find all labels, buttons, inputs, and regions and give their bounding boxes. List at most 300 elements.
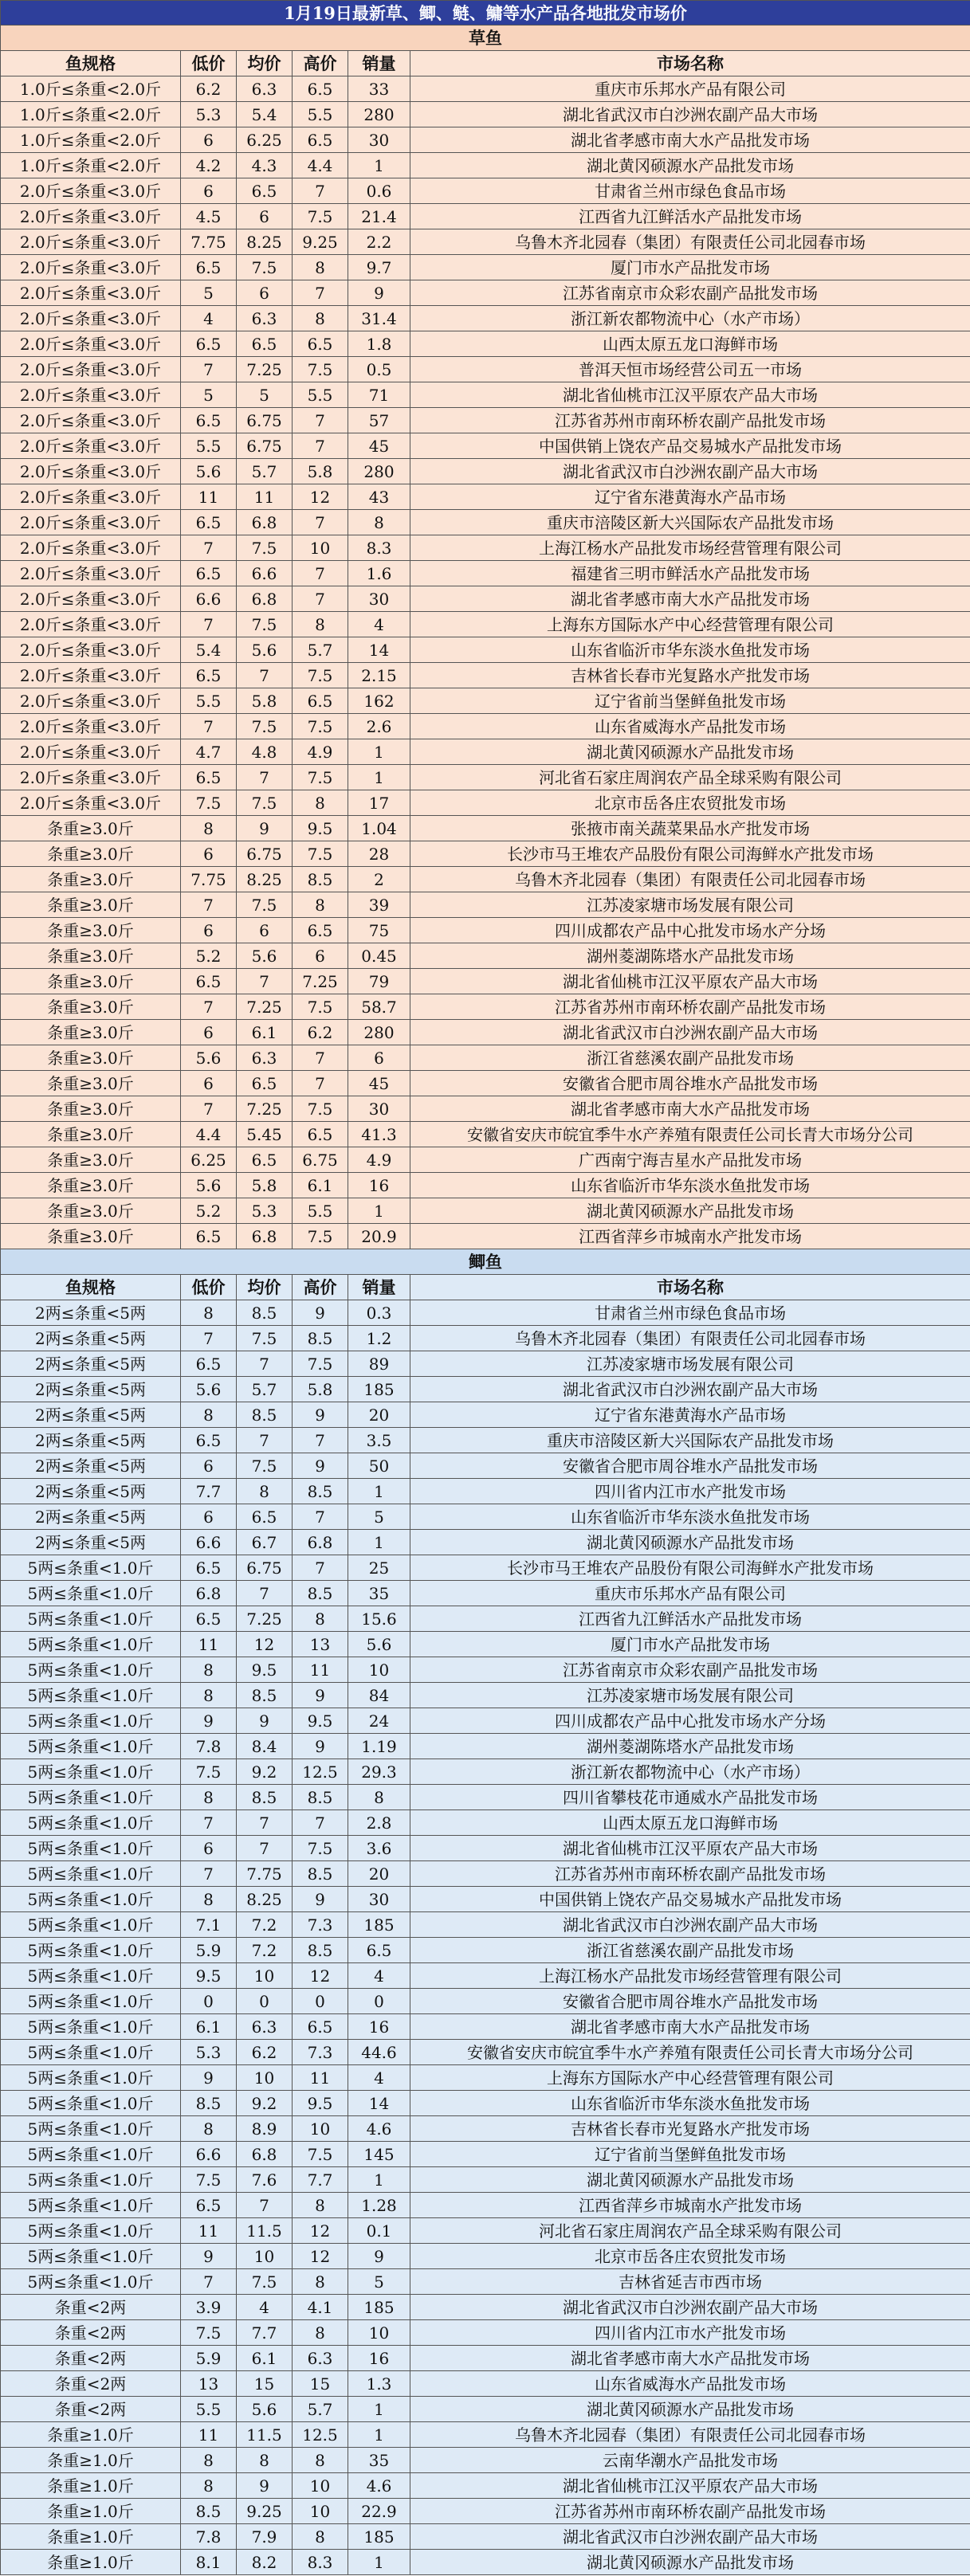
volume-cell: 280 bbox=[348, 459, 410, 484]
fish-spec-cell: 2.0斤≤条重<3.0斤 bbox=[1, 561, 181, 586]
low-price-cell: 7.8 bbox=[181, 2524, 237, 2550]
high-price-cell: 8 bbox=[293, 790, 348, 816]
table-row bbox=[1, 1989, 970, 2014]
low-price-cell: 6.5 bbox=[181, 1351, 237, 1377]
fish-spec-cell: 2.0斤≤条重<3.0斤 bbox=[1, 484, 181, 510]
market-name-cell: 重庆市涪陵区新大兴国际农产品批发市场 bbox=[410, 510, 970, 535]
high-price-cell: 12 bbox=[293, 484, 348, 510]
volume-cell: 0 bbox=[348, 1989, 410, 2014]
high-price-cell: 6.5 bbox=[293, 688, 348, 714]
table-row bbox=[1, 637, 970, 663]
high-price-cell: 7 bbox=[293, 586, 348, 612]
fish-spec-cell: 5两≤条重<1.0斤 bbox=[1, 1581, 181, 1606]
low-price-cell: 6.5 bbox=[181, 561, 237, 586]
market-name-cell: 江苏省南京市众彩农副产品批发市场 bbox=[410, 1657, 970, 1683]
high-price-cell: 10 bbox=[293, 2499, 348, 2524]
volume-cell: 43 bbox=[348, 484, 410, 510]
fish-spec-cell: 2.0斤≤条重<3.0斤 bbox=[1, 535, 181, 561]
header-avg-price: 均价 bbox=[237, 51, 293, 76]
high-price-cell: 13 bbox=[293, 1632, 348, 1657]
high-price-cell: 8 bbox=[293, 892, 348, 918]
high-price-cell: 7.5 bbox=[293, 765, 348, 790]
market-name-cell: 四川省内江市水产批发市场 bbox=[410, 1479, 970, 1504]
table-row bbox=[1, 1887, 970, 1912]
low-price-cell: 5.6 bbox=[181, 1045, 237, 1071]
high-price-cell: 6.5 bbox=[293, 331, 348, 357]
low-price-cell: 7 bbox=[181, 994, 237, 1020]
table-row bbox=[1, 739, 970, 765]
high-price-cell: 7 bbox=[293, 561, 348, 586]
low-price-cell: 6 bbox=[181, 178, 237, 204]
low-price-cell: 6.5 bbox=[181, 408, 237, 433]
avg-price-cell: 7.5 bbox=[237, 535, 293, 561]
low-price-cell: 6 bbox=[181, 1071, 237, 1096]
market-name-cell: 湖州菱湖陈塔水产品批发市场 bbox=[410, 1734, 970, 1759]
market-name-cell: 湖北省武汉市白沙洲农副产品大市场 bbox=[410, 2295, 970, 2320]
market-name-cell: 浙江新农都物流中心（水产市场） bbox=[410, 1759, 970, 1785]
volume-cell: 16 bbox=[348, 2346, 410, 2371]
low-price-cell: 5.6 bbox=[181, 1377, 237, 1402]
high-price-cell: 5.5 bbox=[293, 382, 348, 408]
table-row bbox=[1, 943, 970, 969]
section-title-row bbox=[1, 1249, 970, 1275]
table-row bbox=[1, 1326, 970, 1351]
avg-price-cell: 5.7 bbox=[237, 1377, 293, 1402]
volume-cell: 1.2 bbox=[348, 1326, 410, 1351]
volume-cell: 1.19 bbox=[348, 1734, 410, 1759]
avg-price-cell: 6.3 bbox=[237, 76, 293, 102]
fish-spec-cell: 5两≤条重<1.0斤 bbox=[1, 2244, 181, 2269]
fish-spec-cell: 5两≤条重<1.0斤 bbox=[1, 1657, 181, 1683]
volume-cell: 10 bbox=[348, 1657, 410, 1683]
low-price-cell: 6 bbox=[181, 1504, 237, 1530]
market-name-cell: 上海江杨水产品批发市场经营管理有限公司 bbox=[410, 535, 970, 561]
table-row bbox=[1, 1581, 970, 1606]
high-price-cell: 8.5 bbox=[293, 1785, 348, 1810]
low-price-cell: 9 bbox=[181, 2244, 237, 2269]
market-name-cell: 普洱天恒市场经营公司五一市场 bbox=[410, 357, 970, 382]
table-row bbox=[1, 1708, 970, 1734]
market-name-cell: 辽宁省前当堡鲜鱼批发市场 bbox=[410, 688, 970, 714]
fish-spec-cell: 条重≥3.0斤 bbox=[1, 841, 181, 867]
table-row bbox=[1, 2167, 970, 2193]
volume-cell: 1.8 bbox=[348, 331, 410, 357]
low-price-cell: 6.25 bbox=[181, 1147, 237, 1173]
fish-spec-cell: 条重<2两 bbox=[1, 2320, 181, 2346]
volume-cell: 22.9 bbox=[348, 2499, 410, 2524]
header-avg-price: 均价 bbox=[237, 1275, 293, 1300]
low-price-cell: 5.5 bbox=[181, 2397, 237, 2422]
fish-spec-cell: 2两≤条重<5两 bbox=[1, 1504, 181, 1530]
table-row bbox=[1, 1555, 970, 1581]
low-price-cell: 8.5 bbox=[181, 2091, 237, 2116]
avg-price-cell: 6.5 bbox=[237, 178, 293, 204]
avg-price-cell: 9.2 bbox=[237, 2091, 293, 2116]
volume-cell: 5.6 bbox=[348, 1632, 410, 1657]
low-price-cell: 5.2 bbox=[181, 943, 237, 969]
fish-spec-cell: 5两≤条重<1.0斤 bbox=[1, 1632, 181, 1657]
high-price-cell: 8 bbox=[293, 306, 348, 331]
table-row bbox=[1, 2473, 970, 2499]
table-row bbox=[1, 561, 970, 586]
low-price-cell: 7 bbox=[181, 1096, 237, 1122]
avg-price-cell: 7.7 bbox=[237, 2320, 293, 2346]
high-price-cell: 12 bbox=[293, 2218, 348, 2244]
fish-spec-cell: 条重≥3.0斤 bbox=[1, 1198, 181, 1224]
fish-spec-cell: 5两≤条重<1.0斤 bbox=[1, 2142, 181, 2167]
volume-cell: 89 bbox=[348, 1351, 410, 1377]
table-row bbox=[1, 1504, 970, 1530]
table-row bbox=[1, 2269, 970, 2295]
volume-cell: 3.5 bbox=[348, 1428, 410, 1453]
low-price-cell: 5.3 bbox=[181, 2040, 237, 2065]
avg-price-cell: 5.3 bbox=[237, 1198, 293, 1224]
avg-price-cell: 10 bbox=[237, 2244, 293, 2269]
high-price-cell: 12.5 bbox=[293, 2422, 348, 2448]
volume-cell: 20 bbox=[348, 1861, 410, 1887]
low-price-cell: 7.5 bbox=[181, 2167, 237, 2193]
volume-cell: 4.6 bbox=[348, 2473, 410, 2499]
market-name-cell: 湖北省武汉市白沙洲农副产品大市场 bbox=[410, 459, 970, 484]
market-name-cell: 湖北黄冈硕源水产品批发市场 bbox=[410, 1198, 970, 1224]
low-price-cell: 6.5 bbox=[181, 765, 237, 790]
table-row bbox=[1, 2218, 970, 2244]
section-title-row bbox=[1, 25, 970, 51]
high-price-cell: 8.5 bbox=[293, 867, 348, 892]
avg-price-cell: 6.8 bbox=[237, 1224, 293, 1249]
avg-price-cell: 15 bbox=[237, 2371, 293, 2397]
fish-spec-cell: 2.0斤≤条重<3.0斤 bbox=[1, 714, 181, 739]
volume-cell: 1.6 bbox=[348, 561, 410, 586]
avg-price-cell: 6 bbox=[237, 204, 293, 229]
table-row bbox=[1, 1045, 970, 1071]
low-price-cell: 5.4 bbox=[181, 637, 237, 663]
table-row bbox=[1, 1351, 970, 1377]
fish-spec-cell: 5两≤条重<1.0斤 bbox=[1, 2014, 181, 2040]
volume-cell: 4 bbox=[348, 1963, 410, 1989]
avg-price-cell: 9.25 bbox=[237, 2499, 293, 2524]
avg-price-cell: 7.5 bbox=[237, 2269, 293, 2295]
table-row bbox=[1, 663, 970, 688]
low-price-cell: 6 bbox=[181, 127, 237, 153]
high-price-cell: 7.25 bbox=[293, 969, 348, 994]
high-price-cell: 5.8 bbox=[293, 1377, 348, 1402]
table-row bbox=[1, 1479, 970, 1504]
table-row bbox=[1, 918, 970, 943]
fish-spec-cell: 条重≥3.0斤 bbox=[1, 1122, 181, 1147]
header-market-name: 市场名称 bbox=[410, 51, 970, 76]
low-price-cell: 8 bbox=[181, 1402, 237, 1428]
market-name-cell: 湖州菱湖陈塔水产品批发市场 bbox=[410, 943, 970, 969]
fish-spec-cell: 条重≥1.0斤 bbox=[1, 2524, 181, 2550]
low-price-cell: 6.6 bbox=[181, 2142, 237, 2167]
market-name-cell: 江苏凌家塘市场发展有限公司 bbox=[410, 1351, 970, 1377]
high-price-cell: 8 bbox=[293, 2193, 348, 2218]
low-price-cell: 7 bbox=[181, 1861, 237, 1887]
fish-spec-cell: 5两≤条重<1.0斤 bbox=[1, 1912, 181, 1938]
high-price-cell: 6 bbox=[293, 943, 348, 969]
avg-price-cell: 6.8 bbox=[237, 586, 293, 612]
avg-price-cell: 7.25 bbox=[237, 357, 293, 382]
market-name-cell: 中国供销上饶农产品交易城水产品批发市场 bbox=[410, 1887, 970, 1912]
volume-cell: 1 bbox=[348, 2397, 410, 2422]
volume-cell: 16 bbox=[348, 1173, 410, 1198]
market-name-cell: 乌鲁木齐北园春（集团）有限责任公司北园春市场 bbox=[410, 229, 970, 255]
market-name-cell: 北京市岳各庄农贸批发市场 bbox=[410, 790, 970, 816]
market-name-cell: 四川成都农产品中心批发市场水产分场 bbox=[410, 918, 970, 943]
table-row bbox=[1, 459, 970, 484]
volume-cell: 30 bbox=[348, 1096, 410, 1122]
low-price-cell: 0 bbox=[181, 1989, 237, 2014]
table-row bbox=[1, 612, 970, 637]
volume-cell: 35 bbox=[348, 2448, 410, 2473]
high-price-cell: 6.5 bbox=[293, 127, 348, 153]
low-price-cell: 6 bbox=[181, 841, 237, 867]
avg-price-cell: 7.5 bbox=[237, 714, 293, 739]
table-row bbox=[1, 1606, 970, 1632]
market-name-cell: 安徽省安庆市皖宜季牛水产养殖有限责任公司长青大市场分公司 bbox=[410, 1122, 970, 1147]
high-price-cell: 8 bbox=[293, 2320, 348, 2346]
page-title: 1月19日最新草、鲫、鲢、鳙等水产品各地批发市场价 bbox=[1, 1, 970, 25]
volume-cell: 4 bbox=[348, 612, 410, 637]
market-name-cell: 四川省攀枝花市通威水产品批发市场 bbox=[410, 1785, 970, 1810]
market-name-cell: 厦门市水产品批发市场 bbox=[410, 1632, 970, 1657]
avg-price-cell: 7 bbox=[237, 1351, 293, 1377]
volume-cell: 39 bbox=[348, 892, 410, 918]
high-price-cell: 8 bbox=[293, 255, 348, 280]
high-price-cell: 8 bbox=[293, 612, 348, 637]
high-price-cell: 7 bbox=[293, 1428, 348, 1453]
avg-price-cell: 7 bbox=[237, 1836, 293, 1861]
market-name-cell: 江西省萍乡市城南水产批发市场 bbox=[410, 1224, 970, 1249]
avg-price-cell: 6.5 bbox=[237, 1071, 293, 1096]
market-name-cell: 山东省临沂市华东淡水鱼批发市场 bbox=[410, 2091, 970, 2116]
table-row bbox=[1, 1071, 970, 1096]
high-price-cell: 11 bbox=[293, 2065, 348, 2091]
avg-price-cell: 6.6 bbox=[237, 561, 293, 586]
market-name-cell: 上海东方国际水产中心经营管理有限公司 bbox=[410, 2065, 970, 2091]
avg-price-cell: 7.2 bbox=[237, 1912, 293, 1938]
low-price-cell: 9 bbox=[181, 2065, 237, 2091]
avg-price-cell: 8.5 bbox=[237, 1300, 293, 1326]
volume-cell: 14 bbox=[348, 2091, 410, 2116]
volume-cell: 5 bbox=[348, 1504, 410, 1530]
low-price-cell: 5.2 bbox=[181, 1198, 237, 1224]
low-price-cell: 7.5 bbox=[181, 2320, 237, 2346]
fish-spec-cell: 条重<2两 bbox=[1, 2397, 181, 2422]
fish-spec-cell: 1.0斤≤条重<2.0斤 bbox=[1, 76, 181, 102]
avg-price-cell: 8 bbox=[237, 2448, 293, 2473]
table-row bbox=[1, 1759, 970, 1785]
market-name-cell: 河北省石家庄周润农产品全球采购有限公司 bbox=[410, 2218, 970, 2244]
fish-spec-cell: 1.0斤≤条重<2.0斤 bbox=[1, 102, 181, 127]
avg-price-cell: 6.5 bbox=[237, 1504, 293, 1530]
fish-spec-cell: 5两≤条重<1.0斤 bbox=[1, 1963, 181, 1989]
table-row bbox=[1, 969, 970, 994]
market-name-cell: 江西省九江鲜活水产品批发市场 bbox=[410, 1606, 970, 1632]
volume-cell: 45 bbox=[348, 1071, 410, 1096]
low-price-cell: 8 bbox=[181, 2116, 237, 2142]
high-price-cell: 8.5 bbox=[293, 1326, 348, 1351]
fish-spec-cell: 条重≥3.0斤 bbox=[1, 943, 181, 969]
table-row bbox=[1, 1402, 970, 1428]
high-price-cell: 9.5 bbox=[293, 816, 348, 841]
low-price-cell: 7 bbox=[181, 714, 237, 739]
high-price-cell: 5.7 bbox=[293, 2397, 348, 2422]
low-price-cell: 6.5 bbox=[181, 510, 237, 535]
fish-spec-cell: 2.0斤≤条重<3.0斤 bbox=[1, 280, 181, 306]
fish-spec-cell: 5两≤条重<1.0斤 bbox=[1, 2193, 181, 2218]
volume-cell: 17 bbox=[348, 790, 410, 816]
volume-cell: 33 bbox=[348, 76, 410, 102]
low-price-cell: 11 bbox=[181, 2422, 237, 2448]
avg-price-cell: 7.5 bbox=[237, 1453, 293, 1479]
volume-cell: 31.4 bbox=[348, 306, 410, 331]
volume-cell: 25 bbox=[348, 1555, 410, 1581]
low-price-cell: 11 bbox=[181, 2218, 237, 2244]
high-price-cell: 9 bbox=[293, 1887, 348, 1912]
volume-cell: 1 bbox=[348, 2550, 410, 2575]
volume-cell: 185 bbox=[348, 1912, 410, 1938]
table-row bbox=[1, 280, 970, 306]
table-row bbox=[1, 1530, 970, 1555]
volume-cell: 5 bbox=[348, 2269, 410, 2295]
market-name-cell: 云南华潮水产品批发市场 bbox=[410, 2448, 970, 2473]
avg-price-cell: 5.4 bbox=[237, 102, 293, 127]
volume-cell: 0.3 bbox=[348, 1300, 410, 1326]
volume-cell: 9 bbox=[348, 2244, 410, 2269]
table-row bbox=[1, 1836, 970, 1861]
avg-price-cell: 7.25 bbox=[237, 1096, 293, 1122]
volume-cell: 2.6 bbox=[348, 714, 410, 739]
high-price-cell: 6.5 bbox=[293, 2014, 348, 2040]
high-price-cell: 8.3 bbox=[293, 2550, 348, 2575]
avg-price-cell: 5.8 bbox=[237, 688, 293, 714]
high-price-cell: 6.2 bbox=[293, 1020, 348, 1045]
avg-price-cell: 8.5 bbox=[237, 1785, 293, 1810]
fish-spec-cell: 1.0斤≤条重<2.0斤 bbox=[1, 127, 181, 153]
high-price-cell: 8 bbox=[293, 2524, 348, 2550]
volume-cell: 8.3 bbox=[348, 535, 410, 561]
avg-price-cell: 5.6 bbox=[237, 943, 293, 969]
low-price-cell: 13 bbox=[181, 2371, 237, 2397]
market-name-cell: 湖北省孝感市南大水产品批发市场 bbox=[410, 586, 970, 612]
low-price-cell: 8.1 bbox=[181, 2550, 237, 2575]
market-name-cell: 厦门市水产品批发市场 bbox=[410, 255, 970, 280]
high-price-cell: 5.8 bbox=[293, 459, 348, 484]
table-row bbox=[1, 765, 970, 790]
table-row bbox=[1, 229, 970, 255]
avg-price-cell: 9 bbox=[237, 816, 293, 841]
market-name-cell: 江苏省苏州市南环桥农副产品批发市场 bbox=[410, 1861, 970, 1887]
avg-price-cell: 11.5 bbox=[237, 2422, 293, 2448]
low-price-cell: 8.5 bbox=[181, 2499, 237, 2524]
volume-cell: 0.5 bbox=[348, 357, 410, 382]
volume-cell: 2.2 bbox=[348, 229, 410, 255]
table-row bbox=[1, 2142, 970, 2167]
avg-price-cell: 5.6 bbox=[237, 637, 293, 663]
fish-spec-cell: 条重≥1.0斤 bbox=[1, 2499, 181, 2524]
high-price-cell: 6.3 bbox=[293, 2346, 348, 2371]
volume-cell: 1 bbox=[348, 2422, 410, 2448]
fish-spec-cell: 5两≤条重<1.0斤 bbox=[1, 2065, 181, 2091]
avg-price-cell: 8.2 bbox=[237, 2550, 293, 2575]
table-row bbox=[1, 357, 970, 382]
market-name-cell: 江苏省苏州市南环桥农副产品批发市场 bbox=[410, 2499, 970, 2524]
fish-spec-cell: 2两≤条重<5两 bbox=[1, 1453, 181, 1479]
fish-spec-cell: 2.0斤≤条重<3.0斤 bbox=[1, 739, 181, 765]
high-price-cell: 7.5 bbox=[293, 663, 348, 688]
volume-cell: 1 bbox=[348, 765, 410, 790]
market-name-cell: 江西省九江鲜活水产品批发市场 bbox=[410, 204, 970, 229]
market-name-cell: 湖北省仙桃市江汉平原农产品大市场 bbox=[410, 382, 970, 408]
fish-spec-cell: 5两≤条重<1.0斤 bbox=[1, 1759, 181, 1785]
avg-price-cell: 10 bbox=[237, 2065, 293, 2091]
low-price-cell: 8 bbox=[181, 1657, 237, 1683]
volume-cell: 0.1 bbox=[348, 2218, 410, 2244]
volume-cell: 185 bbox=[348, 2524, 410, 2550]
volume-cell: 15.6 bbox=[348, 1606, 410, 1632]
low-price-cell: 5 bbox=[181, 382, 237, 408]
volume-cell: 1 bbox=[348, 153, 410, 178]
market-name-cell: 山西太原五龙口海鲜市场 bbox=[410, 331, 970, 357]
volume-cell: 2.8 bbox=[348, 1810, 410, 1836]
volume-cell: 44.6 bbox=[348, 2040, 410, 2065]
fish-spec-cell: 2两≤条重<5两 bbox=[1, 1530, 181, 1555]
high-price-cell: 7 bbox=[293, 1045, 348, 1071]
table-row bbox=[1, 2295, 970, 2320]
fish-spec-cell: 5两≤条重<1.0斤 bbox=[1, 1606, 181, 1632]
high-price-cell: 9 bbox=[293, 1453, 348, 1479]
fish-spec-cell: 2两≤条重<5两 bbox=[1, 1351, 181, 1377]
volume-cell: 30 bbox=[348, 586, 410, 612]
low-price-cell: 5.3 bbox=[181, 102, 237, 127]
table-row bbox=[1, 2499, 970, 2524]
high-price-cell: 8.5 bbox=[293, 1479, 348, 1504]
low-price-cell: 7.8 bbox=[181, 1734, 237, 1759]
table-row bbox=[1, 790, 970, 816]
market-name-cell: 湖北省武汉市白沙洲农副产品大市场 bbox=[410, 1377, 970, 1402]
table-row bbox=[1, 1453, 970, 1479]
fish-spec-cell: 2.0斤≤条重<3.0斤 bbox=[1, 765, 181, 790]
table-row bbox=[1, 2397, 970, 2422]
volume-cell: 162 bbox=[348, 688, 410, 714]
fish-spec-cell: 5两≤条重<1.0斤 bbox=[1, 2167, 181, 2193]
table-row bbox=[1, 2320, 970, 2346]
low-price-cell: 5.9 bbox=[181, 1938, 237, 1963]
header-volume: 销量 bbox=[348, 1275, 410, 1300]
fish-spec-cell: 2两≤条重<5两 bbox=[1, 1479, 181, 1504]
high-price-cell: 7 bbox=[293, 433, 348, 459]
table-row bbox=[1, 1173, 970, 1198]
fish-spec-cell: 条重≥3.0斤 bbox=[1, 1173, 181, 1198]
high-price-cell: 12 bbox=[293, 1963, 348, 1989]
fish-spec-cell: 5两≤条重<1.0斤 bbox=[1, 2040, 181, 2065]
high-price-cell: 6.75 bbox=[293, 1147, 348, 1173]
fish-spec-cell: 条重<2两 bbox=[1, 2295, 181, 2320]
avg-price-cell: 7.2 bbox=[237, 1938, 293, 1963]
low-price-cell: 4.7 bbox=[181, 739, 237, 765]
volume-cell: 185 bbox=[348, 2295, 410, 2320]
table-row bbox=[1, 255, 970, 280]
fish-spec-cell: 5两≤条重<1.0斤 bbox=[1, 1861, 181, 1887]
low-price-cell: 4 bbox=[181, 306, 237, 331]
avg-price-cell: 4 bbox=[237, 2295, 293, 2320]
header-low-price: 低价 bbox=[181, 1275, 237, 1300]
fish-spec-cell: 5两≤条重<1.0斤 bbox=[1, 1887, 181, 1912]
fish-spec-cell: 2.0斤≤条重<3.0斤 bbox=[1, 459, 181, 484]
low-price-cell: 8 bbox=[181, 1785, 237, 1810]
